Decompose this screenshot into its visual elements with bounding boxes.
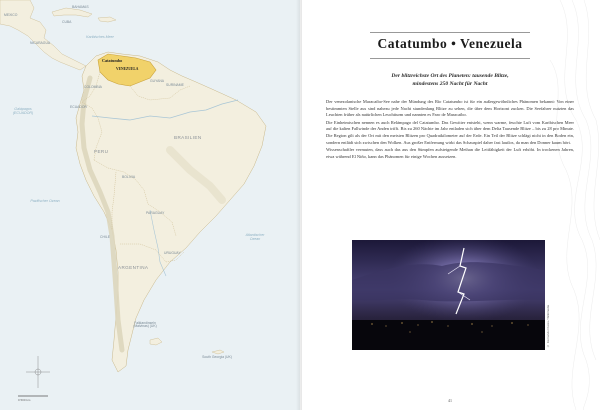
hispaniola-land — [98, 17, 116, 22]
label-pacific: Pazifischer Ozean — [30, 199, 60, 203]
article-page — [302, 0, 600, 410]
title-rule-top — [370, 32, 530, 33]
falkland-islands — [150, 338, 162, 345]
page-number: 41 — [448, 398, 452, 403]
title-rule-bottom — [370, 58, 530, 59]
label-galapagos: Galápagos (ECUADOR) — [12, 107, 34, 115]
label-caribbean: Karibisches Meer — [86, 35, 114, 39]
label-bolivia: BOLIVIA — [122, 175, 136, 179]
article-subtitle — [342, 72, 558, 89]
label-mexico: MEXICO — [4, 13, 18, 17]
photo-credit: © Fernando Flores / Wikimedia — [546, 304, 550, 348]
article-body — [326, 99, 574, 161]
label-bahamas: BAHAMAS — [72, 5, 89, 9]
map-scale-label: 0 500 km — [18, 398, 31, 402]
label-paraguay: PARAGUAY — [146, 211, 165, 215]
subtitle-line-2: mindestens 250 Nacht für Nacht — [412, 81, 488, 88]
article-title: Catatumbo • Venezuela — [377, 36, 523, 51]
label-chile: CHILE — [100, 235, 110, 239]
label-south-georgia: South Georgia (UK) — [202, 355, 232, 359]
label-argentina: ARGENTINA — [118, 265, 149, 270]
label-brazil: BRASILIEN — [174, 135, 202, 140]
label-atlantic: Atlantischer Ozean — [245, 233, 265, 241]
lightning-photo — [352, 240, 545, 350]
label-catatumbo: Catatumbo — [102, 58, 123, 63]
body-paragraph: Wissenschaftler vermuten, dass auch das aus den Sümpfen aufsteigende Methan die Leitfähigkeit der Luft erhöht. In trockenen Jahren, etwa während El Niño, kann das Phänomen für einige Wochen aussetzen. — [326, 147, 574, 159]
label-peru: PERU — [94, 149, 109, 154]
body-paragraph: Der venezolanische Maracaibo-See nahe der Mündung des Río Catatumbo ist für ein außergewöhnliches Phänomen bekannt: Von einer bestimmten Stelle aus sind nahezu jede Nacht stundenlang Blitze zu sehen, die über dem Horizont zucken. Die Seefahrer nutzten das Leuchten früher als natürlichen Leuchtturm und nannten es Faro de Maracaibo. — [326, 99, 574, 118]
compass-rose — [26, 356, 50, 388]
decorative-contour-lines — [540, 0, 600, 410]
label-venezuela: VENEZUELA — [116, 67, 139, 71]
label-ecuador: ECUADOR — [70, 105, 87, 109]
label-falklands: Falklandinseln (Malvinas) (UK) — [133, 321, 157, 329]
label-uruguay: URUGUAY — [164, 251, 181, 255]
label-cuba: CUBA — [62, 20, 72, 24]
lightning-photo-image — [352, 240, 545, 350]
subtitle-line-1: Der blitzreichste Ort des Planeten: tausende Blitze, — [391, 73, 509, 79]
body-paragraph: Die Einheimischen nennen es auch Relámpago del Catatumbo. Das Gewitter entsteht, wenn warme, feuchte Luft vom Karibischen Meer auf die kalten Fallwinde der Anden trifft. Bis zu 260 Nächte im Jahr entladen sich über dem Delta Tausende Blitze – bis zu 28 pro Minute. Die Region gilt als der Ort mit den meisten Blitzen pro Quadratkilometer auf der Erde. Ein Teil der Blitze schlägt nicht in den Boden ein, sondern entlädt sich zwischen den Wolken. Aus großer Entfernung wirkt das Schauspiel daher fast lautlos, da man den Donner kaum hört. — [326, 119, 574, 145]
label-colombia: COLOMBIA — [84, 85, 102, 89]
label-guyana: GUYANA — [150, 79, 165, 83]
label-nicaragua: NICARAGUA — [30, 41, 51, 45]
south-georgia — [212, 350, 224, 354]
label-suriname: SURINAME — [166, 83, 184, 87]
